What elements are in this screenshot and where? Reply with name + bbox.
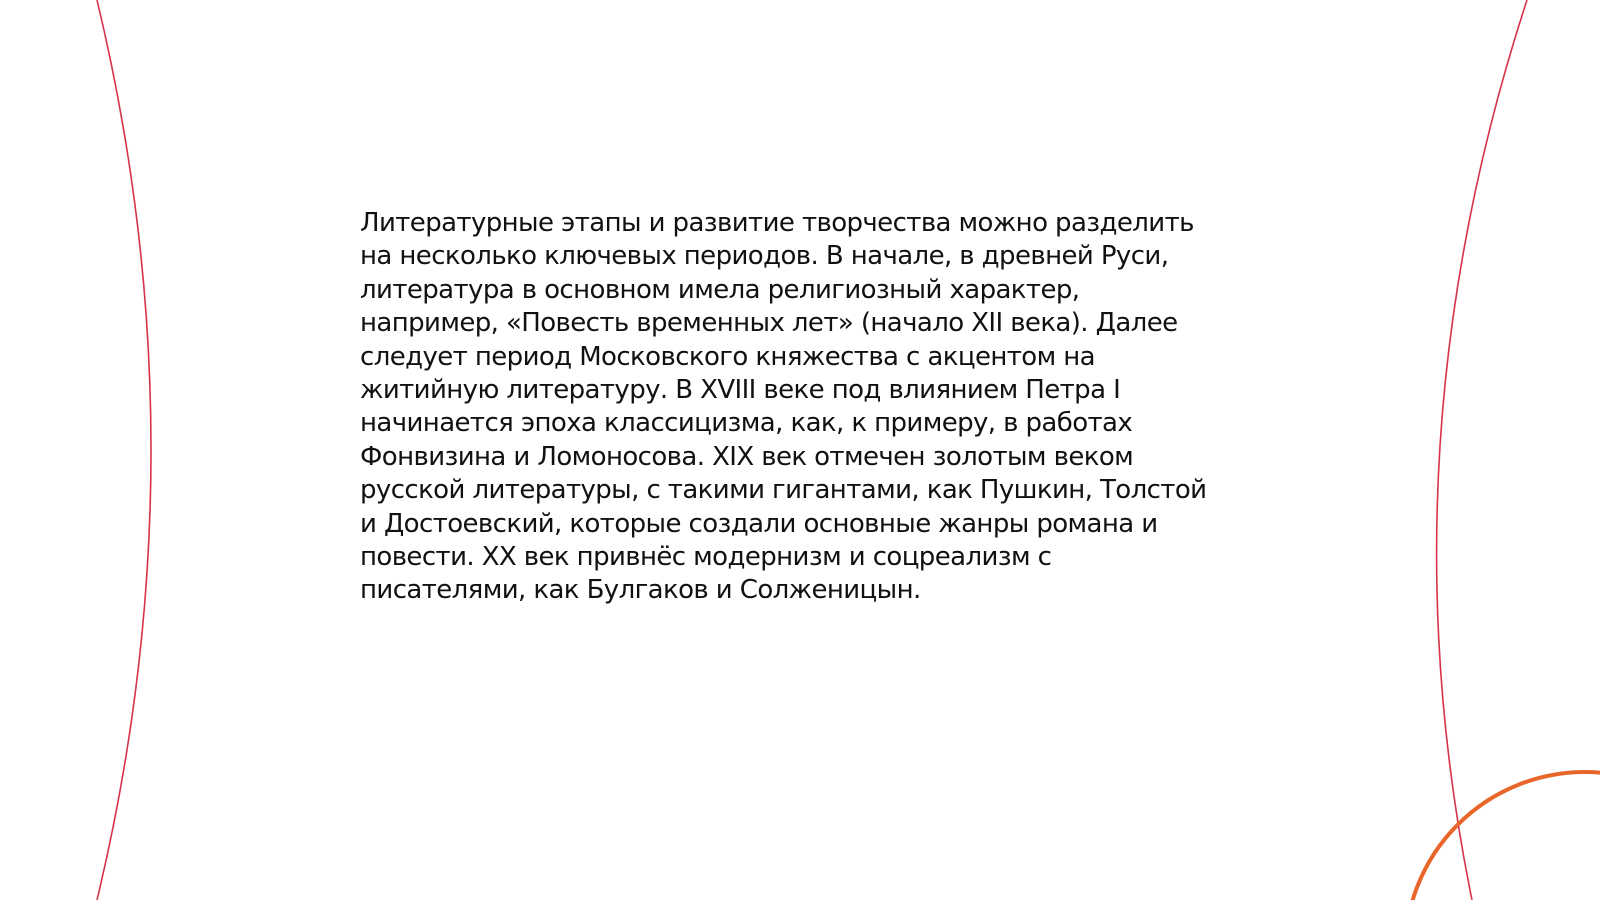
orange-circle-arc — [1405, 772, 1600, 900]
right-curve-line — [1437, 0, 1527, 900]
left-curve-line — [97, 0, 151, 900]
body-text: Литературные этапы и развитие творчества можно разделить на несколько ключевых периодов. В начале, в древней Руси, литература в основном имела религиозный характер, например, «Повесть временных лет» (начало XII века). Далее следует период Московского княжества с акцентом на житийную литературу. В XVIII веке под влиянием Петра I начинается эпоха классицизма, как, к примеру, в работах Фонвизина и Ломоносова. XIX век отмечен золотым веком русской литературы, с такими гигантами, как Пушкин, Толстой и Достоевский, которые создали основные жанры романа и повести. XX век привнёс модернизм и соцреализм с писателями, как Булгаков и Солженицын. — [360, 208, 1207, 606]
